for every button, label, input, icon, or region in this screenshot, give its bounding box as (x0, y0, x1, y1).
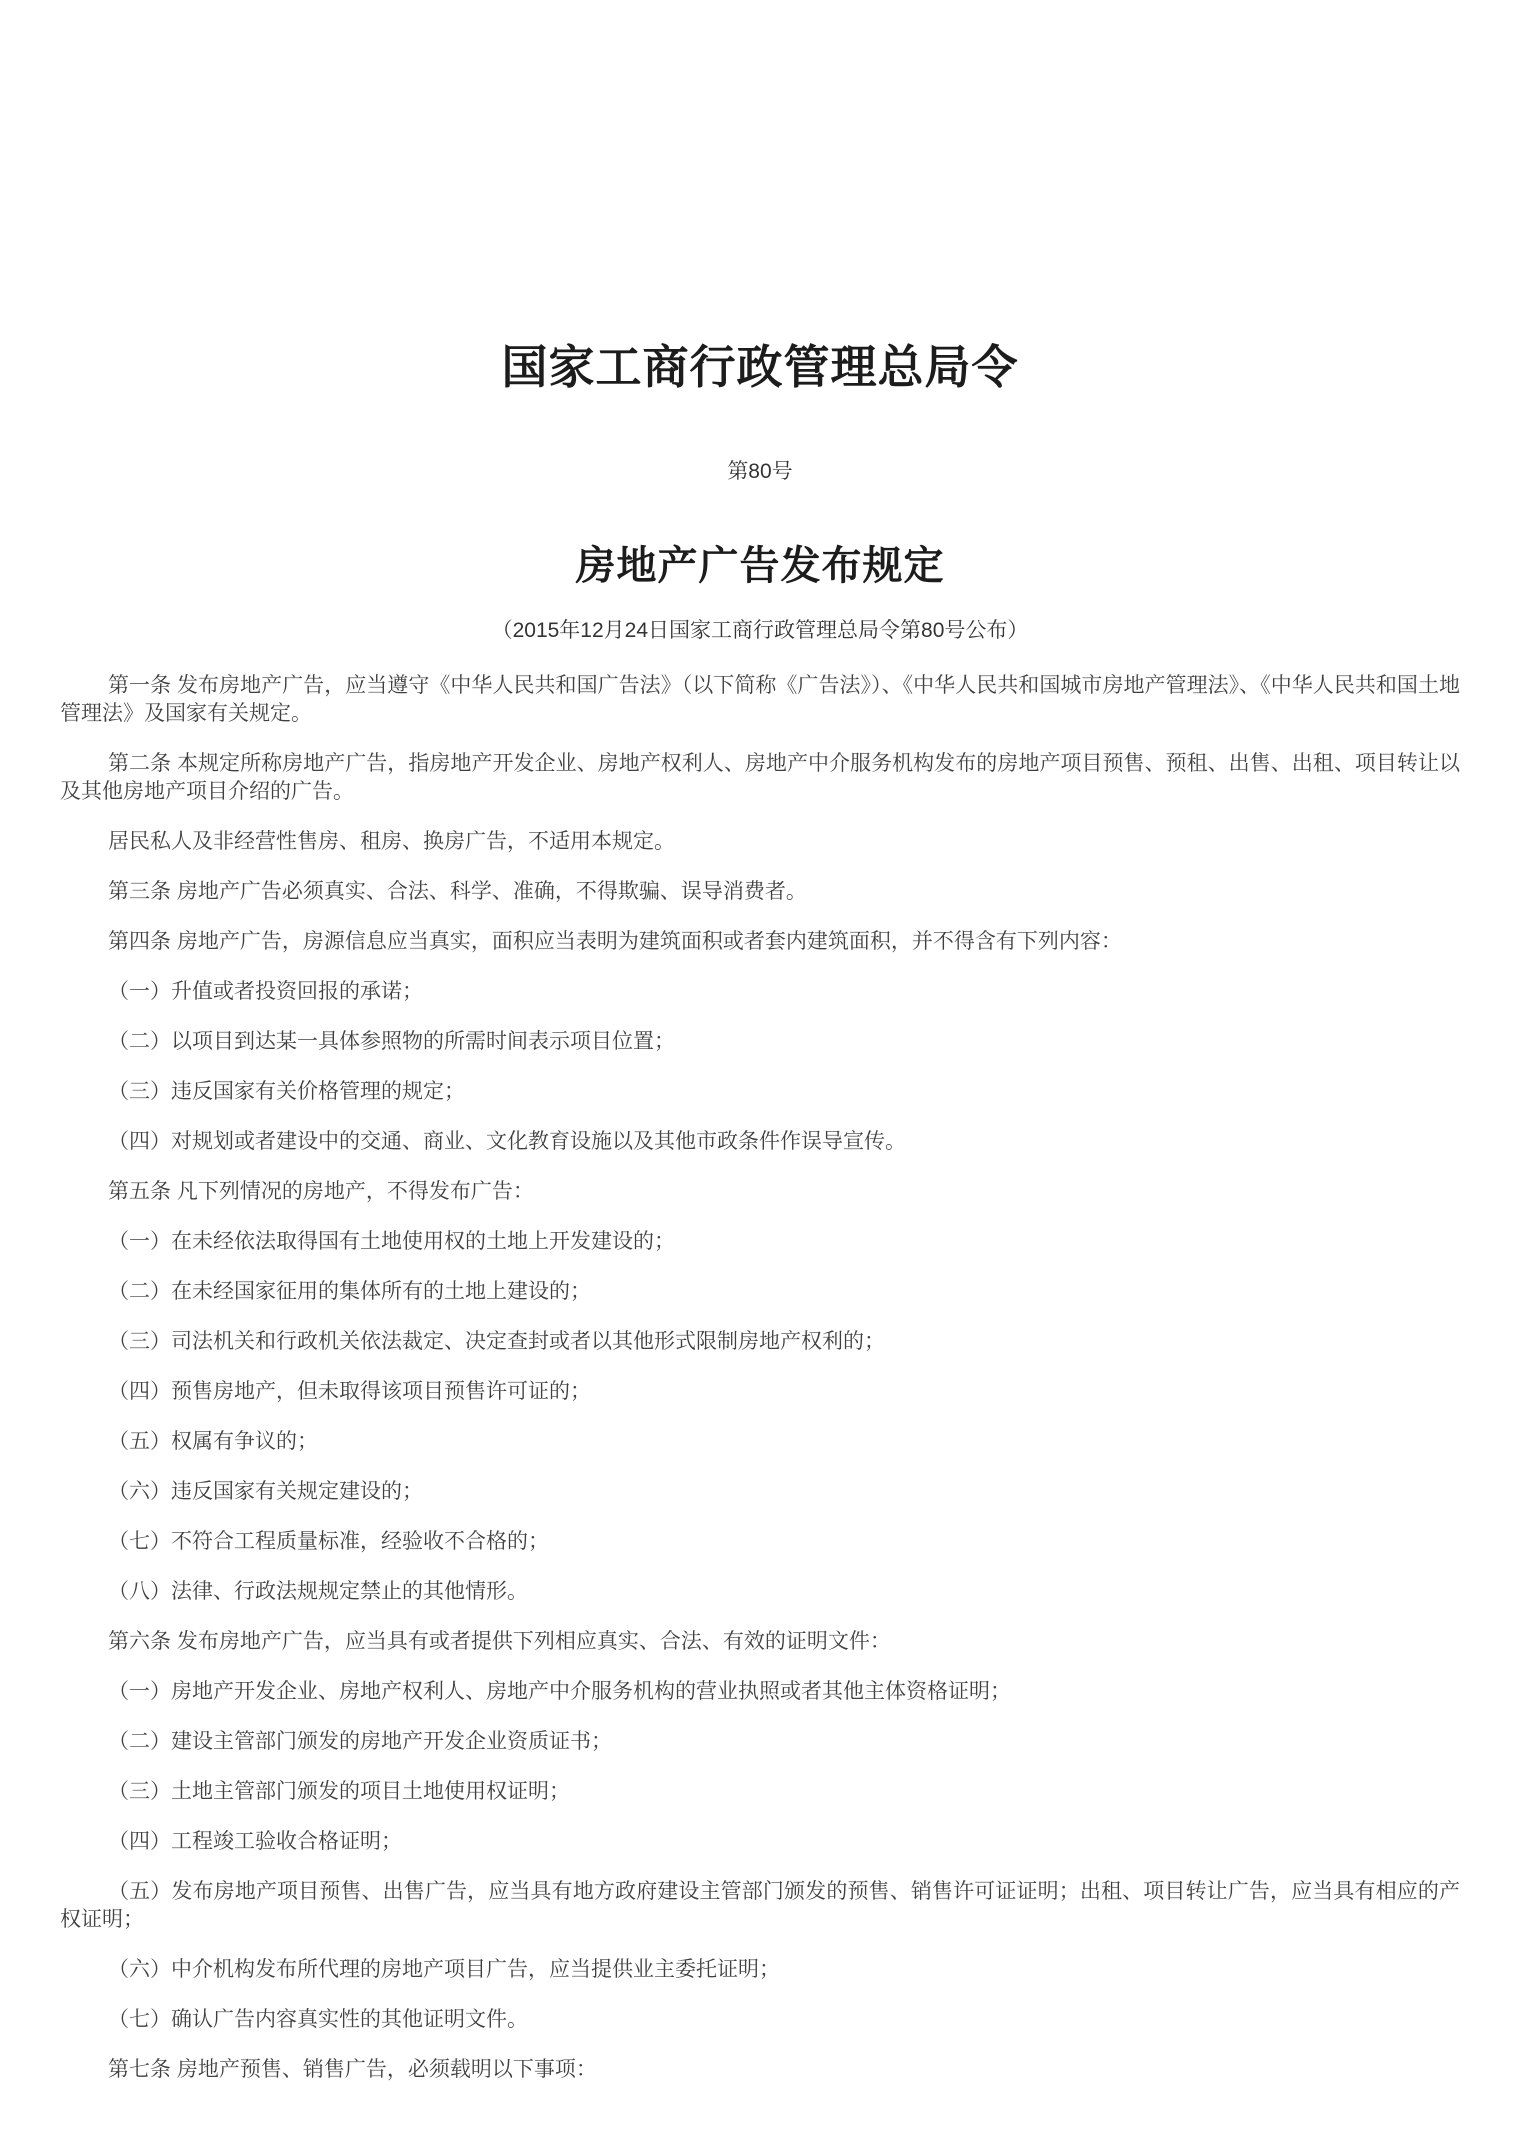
paragraph: （七）不符合工程质量标准，经验收不合格的； (108, 1530, 549, 1554)
paragraph: （二）在未经国家征用的集体所有的土地上建设的； (108, 1280, 591, 1304)
paragraph: （四）工程竣工验收合格证明； (108, 1830, 402, 1854)
paragraph: （五）权属有争议的； (108, 1430, 318, 1454)
paragraph: 第一条 发布房地产广告，应当遵守《中华人民共和国广告法》（以下简称《广告法》）、《中华人民共和国城市房地产管理法》、《中华人民共和国土地管理法》及国家有关规定。 (60, 674, 1460, 726)
paragraph: （二）以项目到达某一具体参照物的所需时间表示项目位置； (108, 1030, 675, 1054)
paragraph: （一）在未经依法取得国有土地使用权的土地上开发建设的； (108, 1230, 675, 1254)
paragraph: （一）房地产开发企业、房地产权利人、房地产中介服务机构的营业执照或者其他主体资格证明； (108, 1680, 1011, 1704)
paragraph: （五）发布房地产项目预售、出售广告，应当具有地方政府建设主管部门颁发的预售、销售许可证证明；出租、项目转让广告，应当具有相应的产权证明； (60, 1880, 1460, 1932)
paragraph: （七）确认广告内容真实性的其他证明文件。 (108, 2008, 528, 2032)
order-number: 第80号 (727, 460, 793, 484)
paragraph: （三）违反国家有关价格管理的规定； (108, 1080, 465, 1104)
paragraph: 第七条 房地产预售、销售广告，必须载明以下事项： (108, 2058, 597, 2082)
paragraph: 第四条 房地产广告，房源信息应当真实，面积应当表明为建筑面积或者套内建筑面积，并不得含有下列内容： (108, 930, 1122, 954)
paragraph: 第三条 房地产广告必须真实、合法、科学、准确，不得欺骗、误导消费者。 (108, 880, 807, 904)
paragraph: （三）土地主管部门颁发的项目土地使用权证明； (108, 1780, 570, 1804)
paragraph: （八）法律、行政法规规定禁止的其他情形。 (108, 1580, 528, 1604)
document-subtitle: 房地产广告发布规定 (575, 544, 945, 589)
paragraph: 第五条 凡下列情况的房地产，不得发布广告： (108, 1180, 534, 1204)
paragraph: （六）违反国家有关规定建设的； (108, 1480, 423, 1504)
paragraph: 居民私人及非经营性售房、租房、换房广告，不适用本规定。 (108, 830, 675, 854)
paragraph: （四）预售房地产，但未取得该项目预售许可证的； (108, 1380, 591, 1404)
document-title: 国家工商行政管理总局令 (501, 341, 1019, 393)
document-body (60, 672, 1460, 2084)
publication-note: （2015年12月24日国家工商行政管理总局令第80号公布） (491, 619, 1029, 643)
paragraph: （三）司法机关和行政机关依法裁定、决定查封或者以其他形式限制房地产权利的； (108, 1330, 885, 1354)
paragraph: 第二条 本规定所称房地产广告，指房地产开发企业、房地产权利人、房地产中介服务机构发布的房地产项目预售、预租、出售、出租、项目转让以及其他房地产项目介绍的广告。 (60, 752, 1460, 804)
paragraph: （六）中介机构发布所代理的房地产项目广告，应当提供业主委托证明； (108, 1958, 780, 1982)
paragraph: （四）对规划或者建设中的交通、商业、文化教育设施以及其他市政条件作误导宣传。 (108, 1130, 906, 1154)
paragraph: 第六条 发布房地产广告，应当具有或者提供下列相应真实、合法、有效的证明文件： (108, 1630, 891, 1654)
paragraph: （二）建设主管部门颁发的房地产开发企业资质证书； (108, 1730, 612, 1754)
paragraph: （一）升值或者投资回报的承诺； (108, 980, 423, 1004)
